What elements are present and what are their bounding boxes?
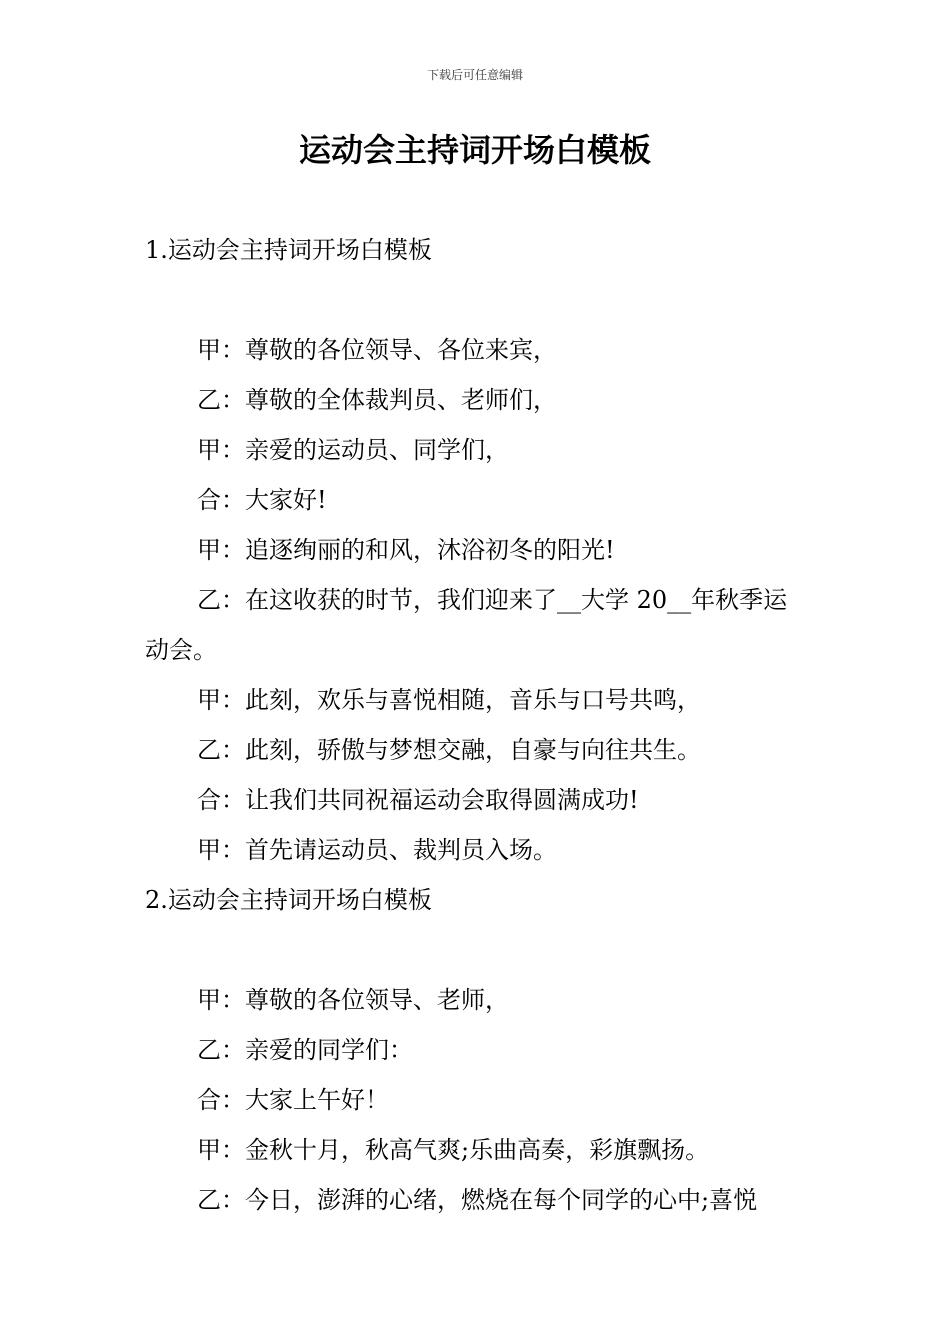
- header-note: 下载后可任意编辑: [426, 68, 523, 82]
- dialogue-line: 甲：尊敬的各位领导、各位来宾，: [197, 336, 557, 364]
- dialogue-line: 甲：尊敬的各位领导、老师，: [197, 986, 509, 1014]
- dialogue-line: 合：大家上午好！: [197, 1086, 389, 1114]
- section-spacer: [145, 925, 810, 975]
- dialogue-line: 合：大家好!: [197, 486, 327, 514]
- dialogue-line: 合：让我们共同祝福运动会取得圆满成功!: [197, 786, 639, 814]
- document-title: 运动会主持词开场白模板: [298, 131, 651, 169]
- dialogue-line: 乙：亲爱的同学们：: [197, 1036, 413, 1064]
- dialogue-line: 乙：在这收获的时节，我们迎来了__大学 20__年秋季运动会。: [145, 586, 788, 664]
- dialogue-line: 乙：此刻，骄傲与梦想交融，自豪与向往共生。: [197, 736, 701, 764]
- dialogue-line: 甲：金秋十月，秋高气爽;乐曲高奏，彩旗飘扬。: [197, 1136, 710, 1164]
- document-body: [145, 225, 810, 1225]
- section-spacer: [145, 275, 810, 325]
- dialogue-line: 甲：追逐绚丽的和风，沐浴初冬的阳光!: [197, 536, 615, 564]
- section-heading-2: 2.运动会主持词开场白模板: [145, 886, 432, 914]
- dialogue-line: 甲：首先请运动员、裁判员入场。: [197, 836, 557, 864]
- dialogue-line: 乙：今日，澎湃的心绪，燃烧在每个同学的心中;喜悦: [197, 1186, 758, 1214]
- dialogue-line: 甲：亲爱的运动员、同学们，: [197, 436, 509, 464]
- dialogue-line: 乙：尊敬的全体裁判员、老师们，: [197, 386, 557, 414]
- dialogue-line: 甲：此刻，欢乐与喜悦相随，音乐与口号共鸣，: [197, 686, 701, 714]
- section-heading-1: 1.运动会主持词开场白模板: [145, 236, 432, 264]
